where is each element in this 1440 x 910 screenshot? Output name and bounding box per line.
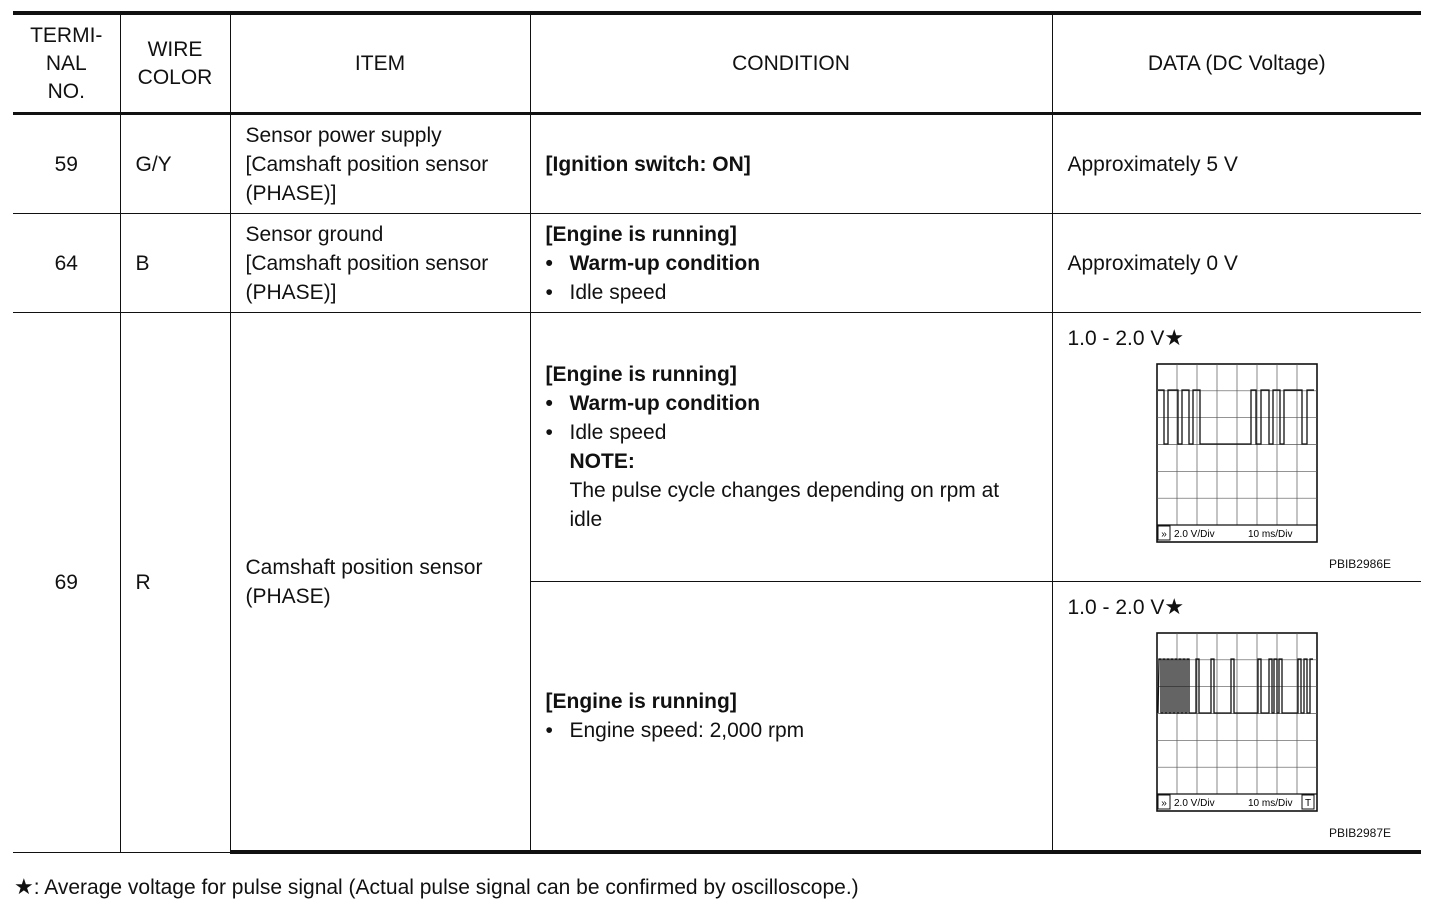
wire-color: G/Y: [120, 114, 230, 214]
condition-cell: [530, 313, 1052, 582]
data-cell: Approximately 0 V: [1052, 214, 1421, 313]
condition-cell: [530, 582, 1052, 853]
terminal-no: 59: [13, 114, 120, 214]
header-wire-color: WIRE COLOR: [120, 13, 230, 114]
wire-color: B: [120, 214, 230, 313]
terminal-no: 64: [13, 214, 120, 313]
star-icon: ★: [1164, 325, 1185, 350]
data-cell: [1052, 313, 1421, 582]
condition-cell: [530, 214, 1052, 313]
condition-bullet: • Idle speed: [545, 421, 667, 444]
wire-color: R: [120, 313, 230, 853]
item-cell: Camshaft position sensor (PHASE): [230, 313, 530, 853]
header-item: ITEM: [230, 13, 530, 114]
condition-heading: [Engine is running]: [545, 363, 737, 386]
table-row: [13, 214, 1421, 313]
terminal-no: 69: [13, 313, 120, 853]
scope-trigger-marker: T: [1304, 798, 1311, 809]
voltage-value: 1.0 - 2.0 V★: [1067, 594, 1185, 619]
header-terminal-no: TERMI- NAL NO.: [13, 13, 120, 114]
scope-volt-div: 2.0 V/Div: [1173, 529, 1215, 540]
terminal-spec-table: [13, 11, 1421, 854]
condition-bullet: • Warm-up condition: [545, 392, 761, 415]
scope-time-div: 10 ms/Div: [1247, 529, 1292, 540]
voltage-value: 1.0 - 2.0 V★: [1067, 325, 1185, 350]
scope-volt-div: 2.0 V/Div: [1173, 798, 1215, 809]
data-cell: [1052, 582, 1421, 853]
star-icon: ★: [14, 874, 34, 899]
figure-code: PBIB2987E: [1328, 826, 1391, 840]
condition-bullet: • Idle speed: [545, 280, 667, 304]
star-icon: ★: [1164, 594, 1185, 619]
header-condition: CONDITION: [530, 13, 1052, 114]
scope-arrow-icon: »: [1160, 798, 1167, 809]
header-data: DATA (DC Voltage): [1052, 13, 1421, 114]
condition-bullet: • Engine speed: 2,000 rpm: [545, 719, 805, 742]
scope-time-div: 10 ms/Div: [1247, 798, 1292, 809]
condition-heading: [Engine is running]: [545, 690, 737, 713]
scope-arrow-icon: »: [1160, 529, 1167, 540]
note-text: The pulse cycle changes depending on rpm at idle: [569, 479, 1000, 531]
header-row: [13, 13, 1421, 114]
condition-cell: [Ignition switch: ON]: [530, 114, 1052, 214]
condition-bullet: • Warm-up condition: [545, 251, 761, 275]
item-cell: Sensor ground [Camshaft position sensor (PHASE)]: [230, 214, 530, 313]
figure-code: PBIB2986E: [1328, 557, 1391, 571]
note-label: NOTE:: [569, 450, 635, 473]
data-cell: Approximately 5 V: [1052, 114, 1421, 214]
item-cell: Sensor power supply [Camshaft position sensor (PHASE)]: [230, 114, 530, 214]
oscilloscope-waveform-idle: [1156, 363, 1318, 543]
footnote: ★: Average voltage for pulse signal (Actual pulse signal can be confirmed by oscilloscope.): [14, 874, 859, 899]
table-row: [13, 114, 1421, 214]
table-row: [13, 313, 1421, 582]
condition-heading: [Engine is running]: [545, 222, 737, 246]
oscilloscope-waveform-2000rpm: [1156, 632, 1318, 812]
